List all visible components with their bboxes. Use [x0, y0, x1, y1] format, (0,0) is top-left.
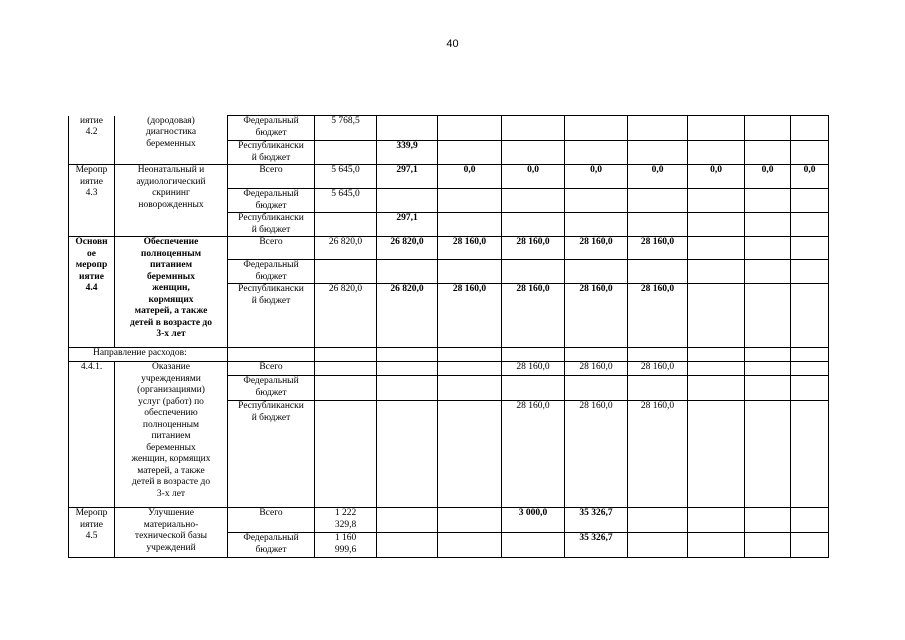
page-number: 40	[446, 38, 459, 50]
m44-republic-c2: 26 820,0	[377, 284, 438, 348]
m44-code: Основн ое меропр иятие 4.4	[69, 237, 115, 348]
m441-total-c6: 28 160,0	[628, 362, 688, 376]
m42-republic-label: Республикански й бюджет	[228, 141, 315, 165]
m44-total-label: Всего	[228, 237, 315, 260]
m44-republic-c5: 28 160,0	[565, 284, 628, 348]
m45-code: Меропр иятие 4.5	[69, 508, 115, 558]
m44-total-c1: 26 820,0	[315, 237, 377, 260]
direction-label: Направление расходов:	[69, 348, 228, 362]
m44-name: Обеспечение полноценным питанием беремнных женщин, кормящих матерей, а также детей в возрасте до 3-х лет	[115, 237, 228, 348]
m43-total-label: Всего	[228, 165, 315, 189]
m45-total-c4: 3 000,0	[502, 508, 565, 533]
m441-republic-c6: 28 160,0	[628, 401, 688, 508]
m43-name: Неонатальный и аудиологический скрининг новорожденных	[115, 165, 228, 237]
m43-federal-label: Федеральный бюджет	[228, 189, 315, 213]
m45-federal-c5: 35 326,7	[565, 533, 628, 558]
m441-republic-label: Республикански й бюджет	[228, 401, 315, 508]
m441-total-c4: 28 160,0	[502, 362, 565, 376]
m43-total-c6: 0,0	[628, 165, 688, 189]
table-row-m43-total	[69, 165, 829, 189]
table-row-direction	[69, 348, 829, 362]
m43-total-c8: 0,0	[745, 165, 791, 189]
m43-total-c9: 0,0	[791, 165, 829, 189]
m45-federal-c1: 1 160 999,6	[315, 533, 377, 558]
m441-total-label: Всего	[228, 362, 315, 376]
m43-republic-c2: 297,1	[377, 213, 438, 237]
m43-total-c1: 5 645,0	[315, 165, 377, 189]
m44-federal-label: Федеральный бюджет	[228, 260, 315, 284]
m45-total-c1: 1 222 329,8	[315, 508, 377, 533]
m43-total-c4: 0,0	[502, 165, 565, 189]
m44-total-c3: 28 160,0	[438, 237, 502, 260]
table-row-m45-total	[69, 508, 829, 533]
m43-total-c7: 0,0	[688, 165, 745, 189]
m44-total-c2: 26 820,0	[377, 237, 438, 260]
m45-total-c5: 35 326,7	[565, 508, 628, 533]
table-row-m42-federal	[69, 116, 829, 141]
budget-table	[68, 115, 829, 558]
m42-federal-label: Федеральный бюджет	[228, 116, 315, 141]
m441-name: Оказание учреждениями (организациями) услуг (работ) по обеспечению полноценным питанием беременных женщин, кормящих матерей, а также детей в возрасте до 3-х лет	[115, 362, 228, 508]
m441-code: 4.4.1.	[69, 362, 115, 508]
m43-total-c2: 297,1	[377, 165, 438, 189]
table-row-m44-total	[69, 237, 829, 260]
m441-total-c5: 28 160,0	[565, 362, 628, 376]
m44-republic-c3: 28 160,0	[438, 284, 502, 348]
m45-total-label: Всего	[228, 508, 315, 533]
m44-republic-label: Республикански й бюджет	[228, 284, 315, 348]
m42-federal-c1: 5 768,5	[315, 116, 377, 141]
m45-federal-label: Федеральный бюджет	[228, 533, 315, 558]
m44-total-c5: 28 160,0	[565, 237, 628, 260]
m43-code: Меропр иятие 4.3	[69, 165, 115, 237]
m42-republic-c2: 339,9	[377, 141, 438, 165]
m44-republic-c6: 28 160,0	[628, 284, 688, 348]
m42-code: иятие 4.2	[69, 116, 115, 165]
m43-total-c5: 0,0	[565, 165, 628, 189]
m44-total-c4: 28 160,0	[502, 237, 565, 260]
m42-name: (дородовая) диагностика беременных	[115, 116, 228, 165]
m44-republic-c4: 28 160,0	[502, 284, 565, 348]
m45-name: Улучшение материально- технической базы учреждений	[115, 508, 228, 558]
m43-total-c3: 0,0	[438, 165, 502, 189]
m441-republic-c5: 28 160,0	[565, 401, 628, 508]
m44-total-c6: 28 160,0	[628, 237, 688, 260]
m44-republic-c1: 26 820,0	[315, 284, 377, 348]
m43-republic-label: Республикански й бюджет	[228, 213, 315, 237]
m43-federal-c1: 5 645,0	[315, 189, 377, 213]
m441-federal-label: Федеральный бюджет	[228, 376, 315, 401]
m441-republic-c4: 28 160,0	[502, 401, 565, 508]
table-row-m441-total	[69, 362, 829, 376]
